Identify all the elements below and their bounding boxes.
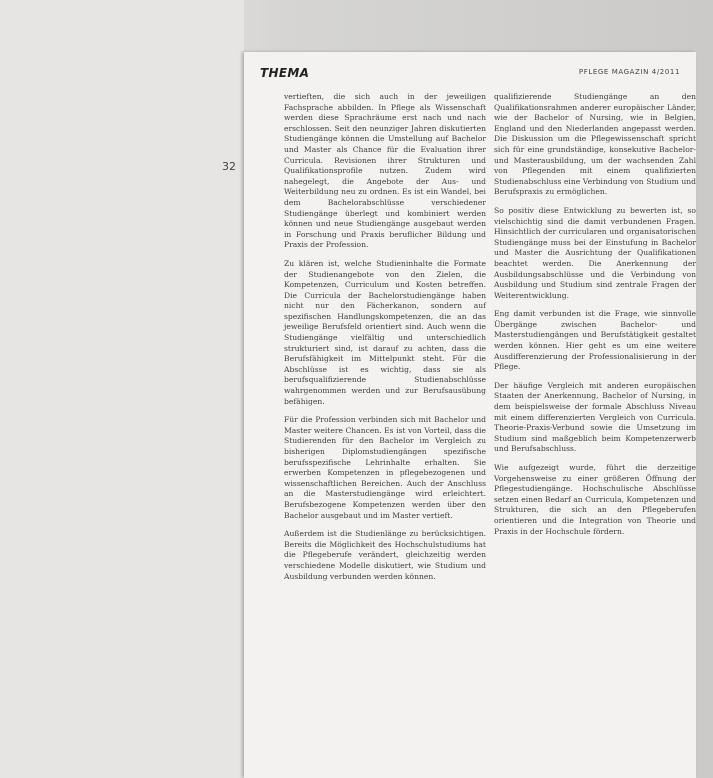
- left-paragraph-4: Außerdem ist die Studienlänge zu berücksichtigen. Bereits die Möglichkeit des Hochschulstudiums hat die Pflegeberufe verändert, gleichzeitig werden verschiedene Modelle diskutiert, wie Studium und Ausbildung verbunden werden können.: [284, 529, 486, 581]
- left-paragraph-1: vertieften, die sich auch in der jeweiligen Fachsprache abbilden. In Pflege als Wissenschaft werden diese Sprachräume erst nach und nach erschlossen. Seit den neunziger Jahren diskutierten Studiengänge können die Umstellung auf Bachelor und Master als Chance für die Evaluation ihrer Curricula. Revisionen ihrer Strukturen und Qualifikationsprofile nutzen. Zudem wird nahegelegt, die Angebote der Aus- und Weiterbildung neu zu ordnen. Es ist ein Wandel, bei dem Bachelorabschlüsse verschiedener Studiengänge überlegt und kombiniert werden können und neue Studiengänge ausgebaut werden in Forschung und Praxis beruflicher Bildung und Praxis der Profession.: [284, 92, 486, 250]
- left-paragraph-3: Für die Profession verbinden sich mit Bachelor und Master weitere Chancen. Es ist von Vorteil, dass die Studierenden für den Bachelor im Vergleich zu bisherigen Diplomstudiengängen spezifische berufsspezifische Lehrinhalte erhalten. Sie erwerben Kompetenzen in pflegebezogenen und wissenschaftlichen Bereichen. Auch der Anschluss an die Masterstudiengänge wird erleichtert. Berufsbezogene Kompetenzen werden über den Bachelor ausgebaut und im Master vertieft.: [284, 415, 486, 520]
- right-paragraph-3: Eng damit verbunden ist die Frage, wie sinnvolle Übergänge zwischen Bachelor- und Masterstudiengängen und Berufstätigkeit gestaltet werden können. Hier geht es um eine weitere Ausdifferenzierung der Professionalisierung in der Pflege.: [494, 309, 696, 372]
- right-paragraph-2: So positiv diese Entwicklung zu bewerten ist, so vielschichtig sind die damit verbundenen Fragen. Hinsichtlich der curricularen und organisatorischen Studiengänge muss bei der Einstufung in Bachelor und Master die Ausrichtung der Qualifikationen beachtet werden. Die Anerkennung der Ausbildungsabschlüsse und die Verbindung von Ausbildung und Studium sind zentrale Fragen der Weiterentwicklung.: [494, 205, 696, 300]
- right-column: [494, 92, 696, 537]
- right-paragraph-4: Der häufige Vergleich mit anderen europäischen Staaten der Anerkennung, Bachelor of Nursing, in dem beispielsweise der formale Abschluss Niveau mit einem differenzierten Vergleich von Curricula. Theorie-Praxis-Verbund sowie die Umsetzung im Studium sind maßgeblich beim Kompetenzerwerb und Berufsabschluss.: [494, 380, 696, 454]
- section-title: THEMA: [260, 66, 310, 80]
- left-paragraph-2: Zu klären ist, welche Studieninhalte die Formate der Studienangebote von den Zielen, die Kompetenzen, Curriculum und Kosten betreffen. Die Curricula der Bachelorstudiengänge haben nicht nur den Fächerkanon, sondern auf spezifischen Handlungskompetenzen, die an das jeweilige Berufsfeld orientiert sind. Auch wenn die Studiengänge vielfältig und unterschiedlich strukturiert sind, ist darauf zu achten, dass die Berufsfähigkeit im Mittelpunkt steht. Für die Abschlüsse ist es wichtig, dass sie als berufsqualifizierende Studienabschlüsse wahrgenommen werden und zur Berufsausübung befähigen.: [284, 258, 486, 406]
- magazine-page: [244, 52, 696, 778]
- right-paragraph-1: qualifizierende Studiengänge an den Qualifikationsrahmen anderer europäischer Länder, wie der Bachelor of Nursing, wie in Belgien, England und den Niederlanden angepasst werden. Die Diskussion um die Pflegewissenschaft spricht sich für eine grundständige, konsekutive Bachelor- und Masterausbildung, um der wachsenden Zahl von Pflegenden mit einem qualifizierten Studienabschluss eine Verbindung von Studium und Berufspraxis zu ermöglichen.: [494, 92, 696, 197]
- page-header: [260, 66, 680, 82]
- left-column: [284, 92, 486, 582]
- margin-marker: 32: [222, 160, 236, 173]
- right-paragraph-5: Wie aufgezeigt wurde, führt die derzeitige Vorgehensweise zu einer größeren Öffnung der Pflegestudiengänge. Hochschulische Abschlüsse setzen einen Bedarf an Curricula, Kompetenzen und Strukturen, die sich an den Pflegeberufen orientieren und die Integration von Theorie und Praxis in der Hochschule fördern.: [494, 463, 696, 536]
- magazine-running-head: PFLEGE MAGAZIN 4/2011: [578, 68, 680, 76]
- adjacent-page-edge: [0, 0, 244, 778]
